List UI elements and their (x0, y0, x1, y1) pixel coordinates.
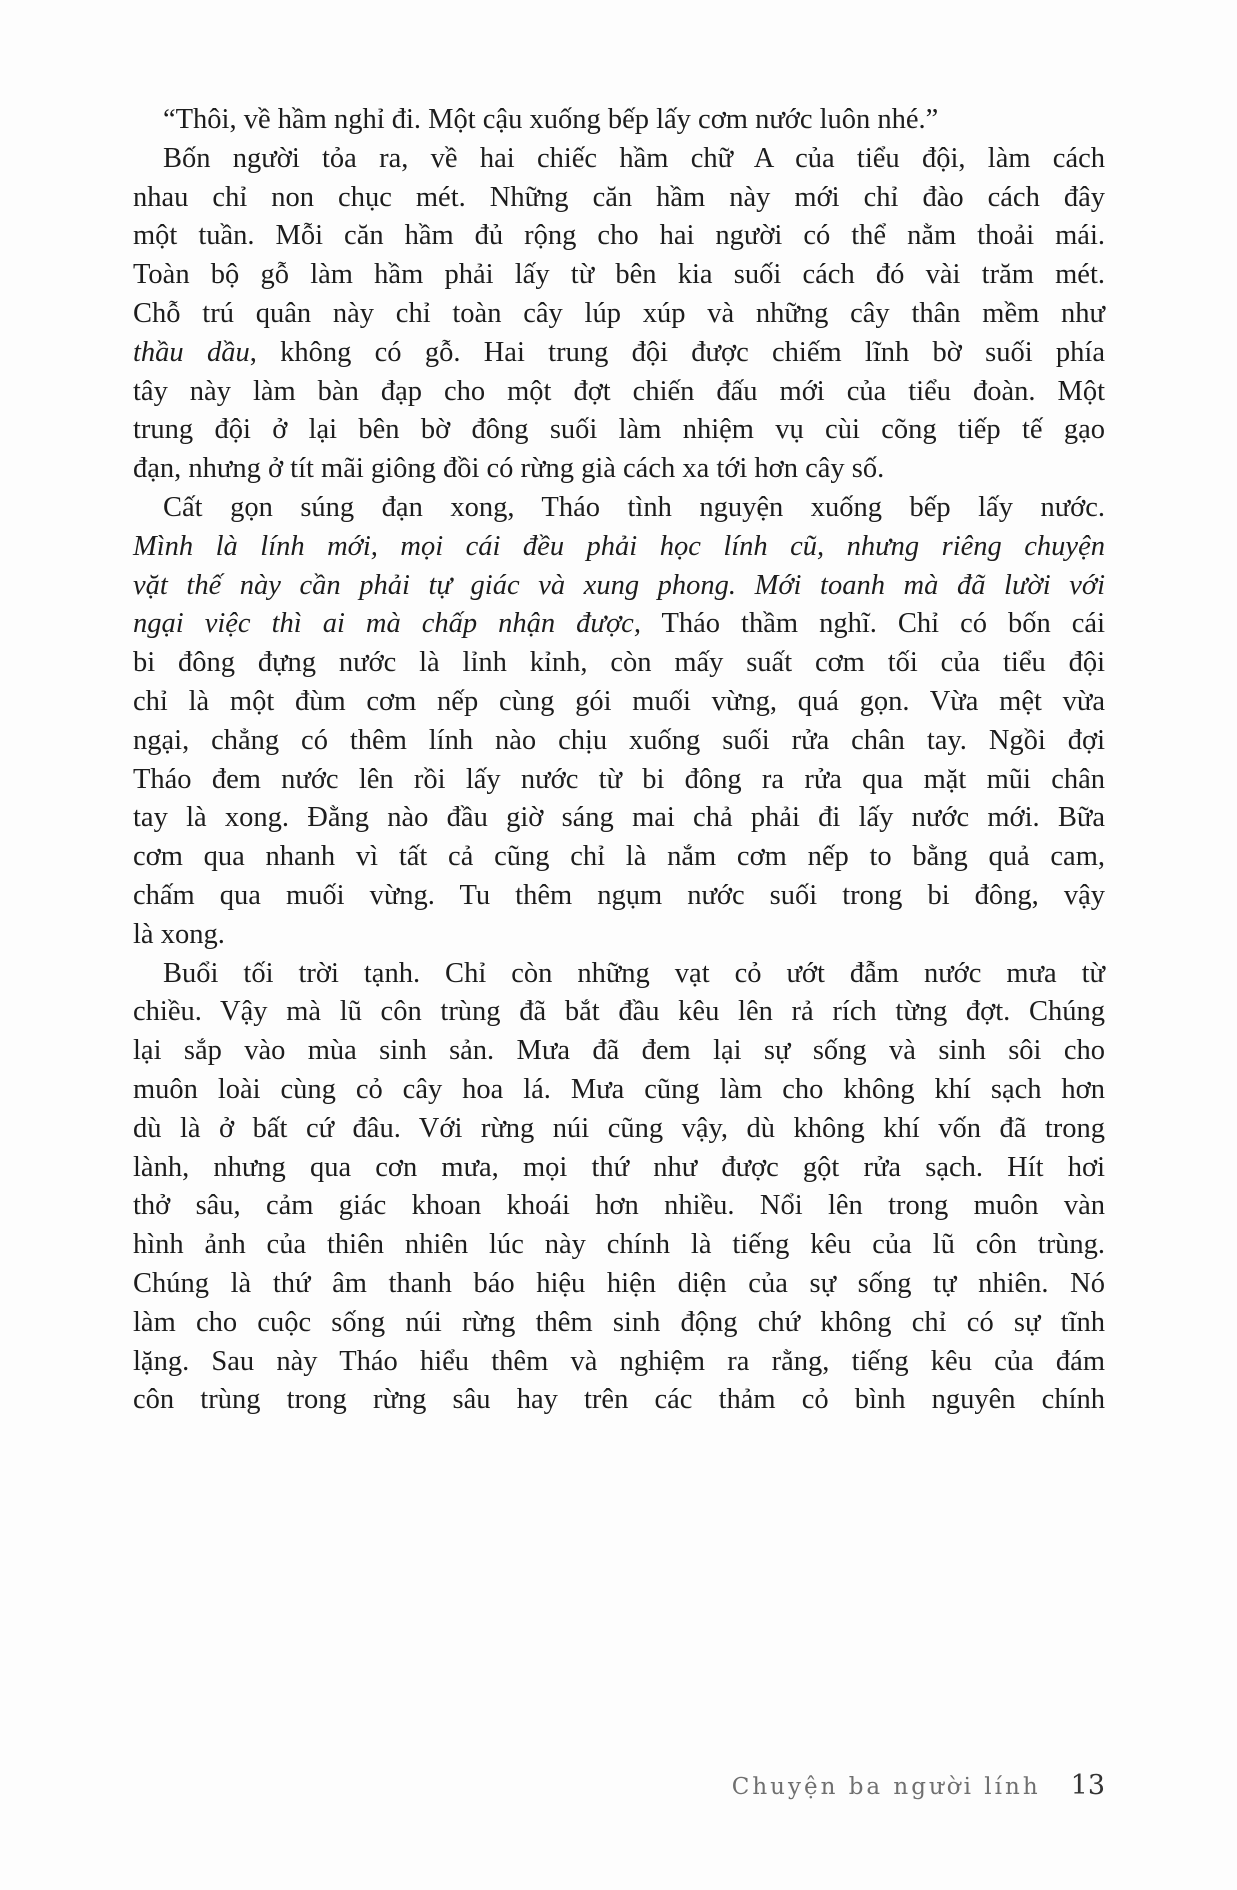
text-line (133, 411, 1105, 450)
text-line (133, 256, 1105, 295)
text-line (133, 838, 1105, 877)
text-line (133, 528, 1105, 567)
text-segment: Cất gọn súng đạn xong, Tháo tình nguyện xuống bếp lấy nước. (163, 491, 1105, 523)
text-segment: ngại, chẳng có thêm lính nào chịu xuống suối rửa chân tay. Ngồi đợi (133, 724, 1105, 756)
text-line (133, 955, 1105, 994)
text-line (133, 916, 1105, 955)
text-line (133, 683, 1105, 722)
text-segment: bi đông đựng nước là lỉnh kỉnh, còn mấy suất cơm tối của tiểu đội (133, 647, 1105, 679)
text-line (133, 1110, 1105, 1149)
italic-text-segment: Mình là lính mới, mọi cái đều phải học lính cũ, nhưng riêng chuyện (133, 530, 1105, 562)
text-line (133, 761, 1105, 800)
text-line (133, 373, 1105, 412)
text-segment: côn trùng trong rừng sâu hay trên các thảm cỏ bình nguyên chính (133, 1384, 1105, 1416)
text-segment: cơm qua nhanh vì tất cả cũng chỉ là nắm cơm nếp to bằng quả cam, (133, 841, 1105, 873)
text-segment: dù là ở bất cứ đâu. Với rừng núi cũng vậy, dù không khí vốn đã trong (133, 1112, 1105, 1144)
text-line (133, 179, 1105, 218)
text-segment: chỉ là một đùm cơm nếp cùng gói muối vừng, quá gọn. Vừa mệt vừa (133, 685, 1105, 717)
text-line (133, 1032, 1105, 1071)
text-segment: là xong. (133, 918, 225, 950)
text-segment: lặng. Sau này Tháo hiểu thêm và nghiệm ra rằng, tiếng kêu của đám (133, 1345, 1105, 1377)
text-line (133, 1265, 1105, 1304)
text-line (133, 101, 1105, 140)
text-segment: tây này làm bàn đạp cho một đợt chiến đấu mới của tiểu đoàn. Một (133, 375, 1105, 407)
text-line (133, 1304, 1105, 1343)
text-line (133, 605, 1105, 644)
text-line (133, 140, 1105, 179)
text-segment: thở sâu, cảm giác khoan khoái hơn nhiều. Nổi lên trong muôn vàn (133, 1190, 1105, 1222)
text-line (133, 334, 1105, 373)
text-line (133, 1071, 1105, 1110)
text-segment: Toàn bộ gỗ làm hầm phải lấy từ bên kia suối cách đó vài trăm mét. (133, 259, 1105, 291)
page-number: 13 (1070, 1770, 1105, 1801)
text-segment: lại sắp vào mùa sinh sản. Mưa đã đem lại sự sống và sinh sôi cho (133, 1035, 1105, 1067)
text-block (133, 101, 1105, 1420)
italic-text-segment: ngại việc thì ai mà chấp nhận được, (133, 608, 641, 640)
text-segment: , không có gỗ. Hai trung đội được chiếm lĩnh bờ suối phía (249, 336, 1105, 368)
text-line (133, 489, 1105, 528)
italic-text-segment: vặt thế này cần phải tự giác và xung phong. Mới toanh mà đã lười với (133, 569, 1105, 601)
text-segment: trung đội ở lại bên bờ đông suối làm nhiệm vụ cùi cõng tiếp tế gạo (133, 414, 1105, 446)
text-line (133, 567, 1105, 606)
text-segment: Tháo đem nước lên rồi lấy nước từ bi đông ra rửa qua mặt mũi chân (133, 763, 1105, 795)
text-line (133, 1187, 1105, 1226)
text-segment: muôn loài cùng cỏ cây hoa lá. Mưa cũng làm cho không khí sạch hơn (133, 1073, 1105, 1105)
italic-text-segment: thầu dầu (133, 336, 250, 368)
text-line (133, 993, 1105, 1032)
text-line (133, 1381, 1105, 1420)
text-line (133, 295, 1105, 334)
text-line (133, 217, 1105, 256)
text-segment: “Thôi, về hầm nghỉ đi. Một cậu xuống bếp lấy cơm nước luôn nhé.” (163, 104, 939, 135)
text-segment: Bốn người tỏa ra, về hai chiếc hầm chữ A của tiểu đội, làm cách (163, 142, 1105, 174)
text-segment: Chỗ trú quân này chỉ toàn cây lúp xúp và những cây thân mềm như (133, 297, 1105, 329)
text-line (133, 1226, 1105, 1265)
text-segment: chiều. Vậy mà lũ côn trùng đã bắt đầu kêu lên rả rích từng đợt. Chúng (133, 996, 1105, 1028)
text-segment: tay là xong. Đằng nào đầu giờ sáng mai chả phải đi lấy nước mới. Bữa (133, 802, 1105, 834)
text-segment: đạn, nhưng ở tít mãi giông đồi có rừng già cách xa tới hơn cây số. (133, 453, 885, 485)
text-segment: nhau chỉ non chục mét. Những căn hầm này mới chỉ đào cách đây (133, 181, 1105, 213)
text-segment: Tháo thầm nghĩ. Chỉ có bốn cái (640, 608, 1105, 640)
text-segment: một tuần. Mỗi căn hầm đủ rộng cho hai người có thể nằm thoải mái. (133, 220, 1105, 252)
text-segment: Buổi tối trời tạnh. Chỉ còn những vạt cỏ ướt đẫm nước mưa từ (163, 957, 1105, 989)
text-segment: lành, nhưng qua cơn mưa, mọi thứ như được gột rửa sạch. Hít hơi (133, 1151, 1105, 1183)
text-line (133, 799, 1105, 838)
text-line (133, 1149, 1105, 1188)
page-footer (732, 1770, 1105, 1801)
text-line (133, 450, 1105, 489)
text-segment: chấm qua muối vừng. Tu thêm ngụm nước suối trong bi đông, vậy (133, 879, 1105, 911)
text-segment: làm cho cuộc sống núi rừng thêm sinh động chứ không chỉ có sự tĩnh (133, 1306, 1105, 1338)
running-book-title: Chuyện ba người lính (731, 1774, 1041, 1800)
text-segment: hình ảnh của thiên nhiên lúc này chính là tiếng kêu của lũ côn trùng. (133, 1229, 1105, 1261)
text-line (133, 1343, 1105, 1382)
text-line (133, 644, 1105, 683)
text-line (133, 722, 1105, 761)
text-line (133, 877, 1105, 916)
text-segment: Chúng là thứ âm thanh báo hiệu hiện diện của sự sống tự nhiên. Nó (133, 1267, 1105, 1299)
